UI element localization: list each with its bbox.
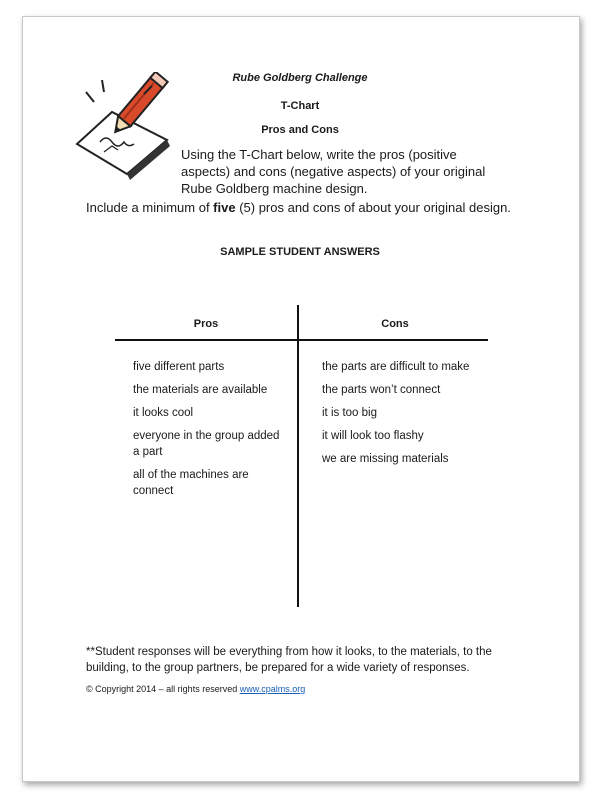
cons-list <box>322 359 492 474</box>
tchart-vertical-rule <box>297 305 299 607</box>
list-item: it is too big <box>322 407 377 419</box>
tchart-horizontal-rule <box>115 339 488 341</box>
list-item: the parts are difficult to make <box>322 361 470 373</box>
sample-heading: SAMPLE STUDENT ANSWERS <box>220 246 380 258</box>
minimum-text-start: Include a minimum of <box>86 200 214 215</box>
teacher-note: **Student responses will be everything from how it looks, to the materials, to the building, to the group partners, be prepared for a wide variety of responses. <box>86 646 492 674</box>
tchart-heading: T-Chart <box>280 100 320 112</box>
instructions-text: Using the T-Chart below, write the pros (positive aspects) and cons (negative aspects) of your original Rube Goldberg machine design. <box>181 147 486 196</box>
copyright-text: © Copyright 2014 – all rights reserved <box>86 684 240 694</box>
list-item: five different parts <box>133 361 225 373</box>
minimum-requirement <box>86 200 516 215</box>
document-title: Rube Goldberg Challenge <box>232 72 368 84</box>
list-item: it looks cool <box>133 407 194 419</box>
copyright-line <box>86 684 305 694</box>
pros-cons-heading: Pros and Cons <box>261 124 339 136</box>
pros-header: Pros <box>193 318 219 330</box>
cpalms-link[interactable]: www.cpalms.org <box>239 684 306 694</box>
list-item: we are missing materials <box>322 453 449 465</box>
pros-list <box>133 359 288 506</box>
minimum-text-end: (5) pros and cons of about your original design. <box>235 200 511 215</box>
minimum-bold: five <box>213 200 236 215</box>
list-item: it will look too flashy <box>322 430 424 442</box>
cons-header: Cons <box>381 318 409 330</box>
list-item: the parts won’t connect <box>322 384 441 396</box>
list-item: the materials are available <box>133 384 268 396</box>
list-item: everyone in the group added a part <box>133 430 280 458</box>
list-item: all of the machines are connect <box>133 469 249 497</box>
